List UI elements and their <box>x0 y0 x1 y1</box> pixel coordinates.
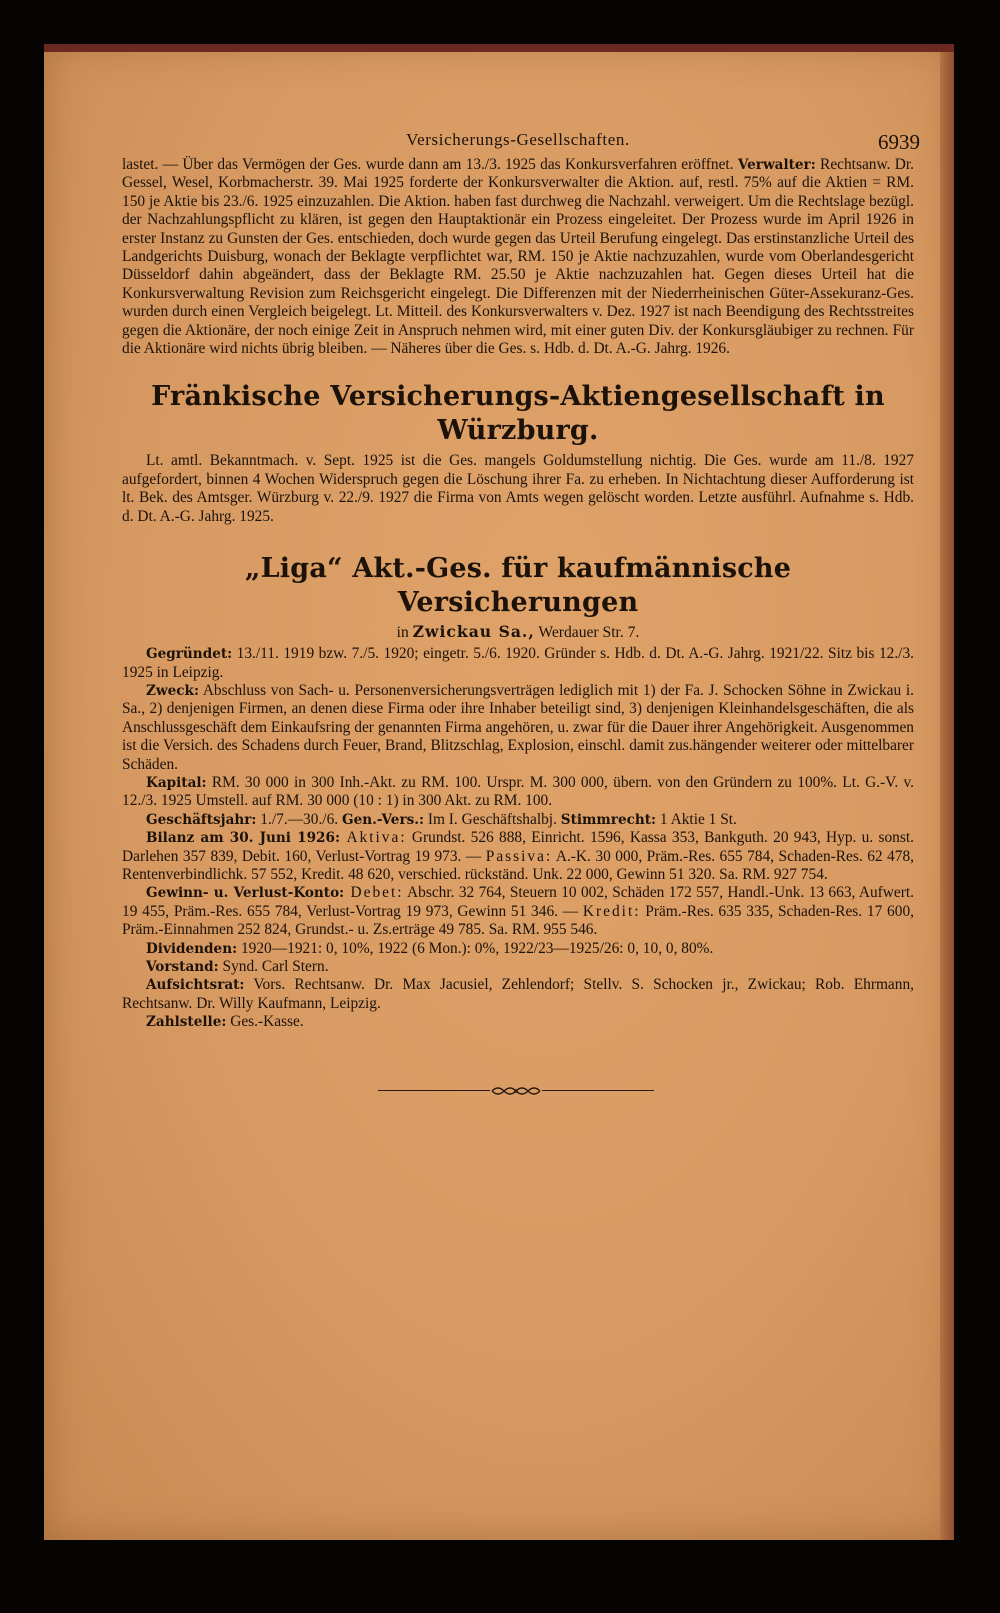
stimmrecht-text: 1 Aktie 1 St. <box>656 810 737 828</box>
book-page <box>44 44 954 1540</box>
field-gegruendet <box>122 645 914 682</box>
field-guv <box>122 884 914 939</box>
page-number: 6939 <box>878 130 920 154</box>
gegruendet-label: Gegründet: <box>146 646 233 663</box>
aufsichtsrat-label: Aufsichtsrat: <box>146 977 245 994</box>
bilanz-label: Bilanz am 30. Juni 1926: <box>146 830 340 847</box>
dividenden-label: Dividenden: <box>146 940 238 957</box>
aktiva-text: Grundst. 526 888, Einricht. 1596, Kassa 353, Bankguth. 20 943, Hyp. u. sonst. Darlehen 357 839, Debit. 160, Verlust-Vortrag 19 973. — <box>122 829 914 865</box>
stimmrecht-label: Stimmrecht: <box>560 811 657 828</box>
location-city: Zwickau Sa., <box>412 622 535 642</box>
kredit-text: Präm.-Res. 635 335, Schaden-Res. 17 600, Präm.-Einnahmen 252 824, Grundst.- u. Zs.erträge 49 785. Sa. RM. 955 546. <box>122 902 914 939</box>
verwalter-text: Rechtsanw. Dr. Gessel, Wesel, Korbmacherstr. 39. Mai 1925 forderte der Konkursverwalter die Aktion. auf, restl. 75% auf die Aktien = RM. 150 je Aktie bis 23./6. 1925 einzuzahlen. Die Aktion. haben fast durchweg die Nachzahl. verweigert. Um die Rechtslage bezügl. der Nachzahlungspflicht zu klären, ist gegen den Hauptaktionär ein Prozess eingeleitet. Der Prozess wurde im April 1926 in erster Instanz zu Gunsten der Ges. entschieden, doch wurde gegen das Urteil Berufung eingelegt. Das erstinstanzliche Urteil des Landgerichts Duisburg, wonach der Beklagte verpflichtet war, RM. 150 je Aktie nachzuzahlen, wurde vom Oberlandesgericht Düsseldorf dahin abgeändert, dass der Beklagte RM. 25.50 je Aktie nachzuzahlen hat. Gegen dieses Urteil hat die Konkursverwaltung Revision zum Reichsgericht eingelegt. Die Differenzen mit der Niederrheinischen Güter-Assekuranz-Ges. wurden durch einen Vergleich beigelegt. Lt. Mitteil. des Konkursverwalters v. Dez. 1927 ist nach Beendigung des Rechtsstreites gegen die Aktionäre, der noch einige Zeit in Anspruch nehmen wird, mit einer guten Div. der Konkursgläubiger zu rechnen. Für die Aktionäre wird nichts übrig bleiben. — Näheres über die Ges. s. Hdb. d. Dt. A.-G. Jahrg. 1926. <box>122 156 914 358</box>
section-divider <box>378 1084 654 1098</box>
ornament-icon <box>490 1084 542 1098</box>
dividenden-text: 1920—1921: 0, 10%, 1922 (6 Mon.): 0%, 1922/23—1925/26: 0, 10, 0, 80%. <box>237 939 714 957</box>
zahlstelle-text: Ges.-Kasse. <box>226 1013 304 1031</box>
field-bilanz <box>122 829 914 884</box>
zahlstelle-label: Zahlstelle: <box>146 1014 227 1031</box>
debet-text: Abschr. 32 764, Steuern 10 002, Schäden 172 557, Handl.-Unk. 13 663, Aufwert. 19 455, Präm.-Res. 655 784, Verlust-Vortrag 19 973, Gewinn 51 346. — <box>122 884 914 920</box>
running-title: Versicherungs-Gesellschaften. <box>406 130 630 149</box>
page-top-edge <box>44 44 954 52</box>
vorstand-label: Vorstand: <box>146 959 219 975</box>
field-zahlstelle <box>122 1013 914 1031</box>
passiva-text: A.-K. 30 000, Präm.-Res. 655 784, Schaden-Res. 62 478, Rentenverbindlichk. 57 552, Kredit. 48 620, verschied. rückständ. Unk. 22 000, Gewinn 51 320. Sa. RM. 927 754. <box>122 847 914 883</box>
zweck-text: Abschluss von Sach- u. Personenversicherungsverträgen lediglich mit 1) der Fa. J. Schocken Söhne in Zwickau i. Sa., 2) denjenigen Firmen, an denen diese Firma oder ihre Inhaber beteiligt sind, 3) denjenigen Kleinhandelsgeschäften, die als Anschlussgeschäft dem Einkaufsring der genannten Firma angehören, u. zwar für die Dauer ihrer Angehörigkeit. Ausgenommen ist die Versich. des Schadens durch Feuer, Brand, Blitzschlag, Explosion, einschl. damit zus.hängender weiterer oder mittelbarer Schäden. <box>122 681 914 773</box>
company-title-liga: „Liga“ Akt.-Ges. für kaufmännische Versicherungen <box>244 553 792 619</box>
company-title-fraenkische: Fränkische Versicherungs-Aktiengesellschaft in Würzburg. <box>151 381 885 447</box>
genvers-label: Gen.-Vers.: <box>341 811 425 828</box>
genvers-text: Im I. Geschäftshalbj. <box>424 810 561 828</box>
aktiva-word: Aktiva: <box>340 829 407 847</box>
zweck-label: Zweck: <box>146 682 199 699</box>
field-aufsichtsrat <box>122 976 914 1013</box>
location-address: Werdauer Str. 7. <box>534 624 640 642</box>
divider-line-left <box>378 1090 490 1091</box>
spacer <box>122 358 914 380</box>
company-location <box>122 622 914 643</box>
kapital-label: Kapital: <box>146 774 207 791</box>
field-kapital <box>122 774 914 811</box>
running-head <box>122 126 920 156</box>
passiva-word: Passiva: <box>485 847 553 865</box>
spacer <box>122 526 914 552</box>
guv-label: Gewinn- u. Verlust-Konto: <box>146 885 345 902</box>
field-zweck <box>122 682 914 774</box>
field-geschaeftsjahr <box>122 811 914 829</box>
field-vorstand <box>122 958 914 976</box>
divider-line-right <box>542 1090 654 1091</box>
spacer <box>122 1032 914 1084</box>
geschaeftsjahr-text: 1./7.—30./6. <box>256 810 342 828</box>
kapital-text: RM. 30 000 in 300 Inh.-Akt. zu RM. 100. Urspr. M. 300 000, übern. von den Gründern zu 100%. Lt. G.-V. v. 12./3. 1925 Umstell. auf RM. 30 000 (10 : 1) in 300 Akt. zu RM. 100. <box>122 773 914 810</box>
aufsichtsrat-text: Vors. Rechtsanw. Dr. Max Jacusiel, Zehlendorf; Stellv. S. Schocken jr., Zwickau; Rob. Ehrmann, Rechtsanw. Dr. Willy Kaufmann, Leipzig. <box>122 976 914 1012</box>
gegruendet-text: 13./11. 1919 bzw. 7./5. 1920; eingetr. 5./6. 1920. Gründer s. Hdb. d. Dt. A.-G. Jahrg. 1921/22. Sitz bis 12./3. 1925 in Leipzig. <box>122 645 914 681</box>
page-content <box>122 126 920 1098</box>
page-right-edge <box>940 52 954 1540</box>
geschaeftsjahr-label: Geschäftsjahr: <box>146 811 257 828</box>
debet-word: Debet: <box>344 884 404 902</box>
entry-continuation <box>122 156 914 358</box>
kredit-word: Kredit: <box>582 902 641 920</box>
verwalter-label: Verwalter: <box>737 157 816 173</box>
field-dividenden <box>122 940 914 958</box>
continuation-text: lastet. — Über das Vermögen der Ges. wurde dann am 13./3. 1925 das Konkursverfahren eröffnet. <box>122 156 734 173</box>
location-prefix: in <box>396 624 413 642</box>
fraenkische-text: Lt. amtl. Bekanntmach. v. Sept. 1925 ist die Ges. mangels Goldumstellung nichtig. Die Ges. wurde am 11./8. 1927 aufgefordert, binnen 4 Wochen Widerspruch gegen die Löschung ihrer Fa. zu erheben. In Nichtachtung dieser Aufforderung ist lt. Bek. des Amtsger. Würzburg v. 22./9. 1927 die Firma von Amts wegen gelöscht worden. Letzte ausführl. Aufnahme s. Hdb. d. Dt. A.-G. Jahrg. 1925. <box>122 452 914 525</box>
vorstand-text: Synd. Carl Stern. <box>218 958 329 975</box>
